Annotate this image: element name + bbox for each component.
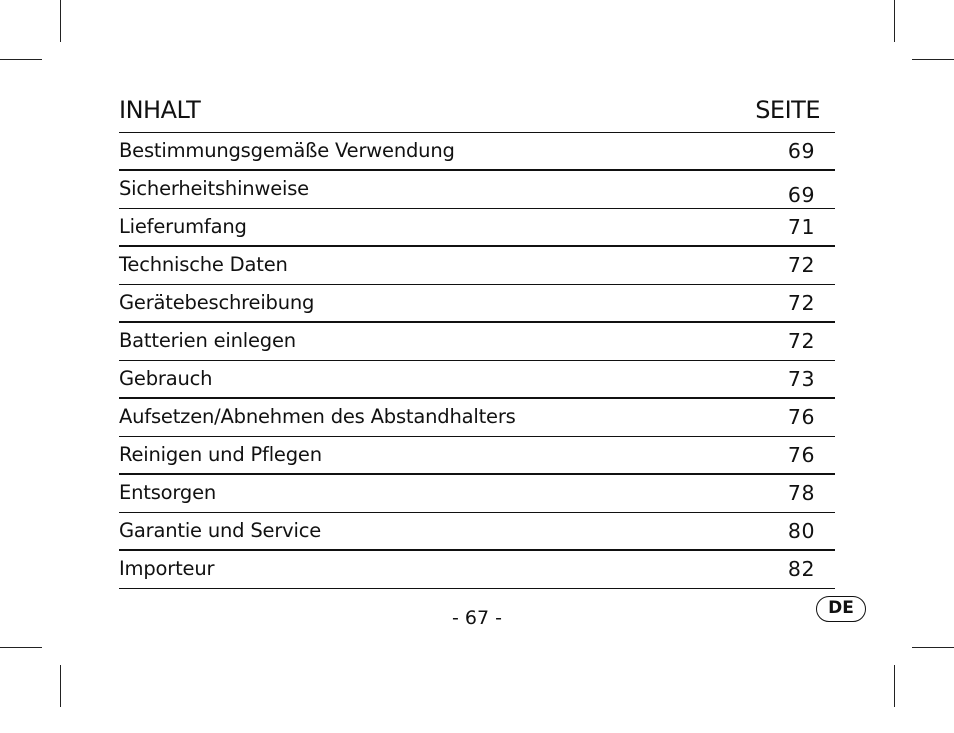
toc-entry-title: Aufsetzen/Abnehmen des Abstandhalters <box>119 405 516 428</box>
toc-entry[interactable] <box>119 133 835 171</box>
toc-entry-title: Garantie und Service <box>119 519 322 542</box>
toc-heading-contents: INHALT <box>119 96 201 124</box>
toc-entry-page: 82 <box>787 557 815 581</box>
toc-entry-page: 72 <box>787 253 815 277</box>
toc-entry-title: Importeur <box>119 557 215 580</box>
toc-entry-title: Reinigen und Pflegen <box>119 443 322 466</box>
language-badge: DE <box>816 596 866 622</box>
crop-mark-top-right-h <box>912 59 954 60</box>
toc-entry-page: 69 <box>787 139 815 163</box>
toc-entry-page: 69 <box>787 183 815 207</box>
crop-mark-bottom-right-v <box>894 665 895 707</box>
toc-entry-title: Batterien einlegen <box>119 329 296 352</box>
page-number: - 67 - <box>452 607 502 629</box>
toc-entry[interactable] <box>119 361 835 399</box>
toc-entry[interactable] <box>119 399 835 437</box>
toc-entry-page: 78 <box>787 481 815 505</box>
toc-entry-title: Sicherheitshinweise <box>119 177 309 200</box>
crop-mark-top-left-h <box>0 59 42 60</box>
toc-entry-title: Bestimmungsgemäße Verwendung <box>119 139 455 162</box>
toc-entries <box>119 133 835 589</box>
toc-entry-page: 76 <box>787 405 815 429</box>
toc-entry[interactable] <box>119 285 835 323</box>
toc-heading-page: SEITE <box>755 96 820 124</box>
toc-entry[interactable] <box>119 247 835 285</box>
toc-entry-title: Gerätebeschreibung <box>119 291 315 314</box>
toc-entry-title: Technische Daten <box>119 253 288 276</box>
crop-mark-top-right-v <box>894 0 895 42</box>
toc-header <box>119 93 835 133</box>
toc-entry-title: Gebrauch <box>119 367 213 390</box>
toc-entry[interactable] <box>119 209 835 247</box>
toc-entry[interactable] <box>119 475 835 513</box>
toc-entry-page: 73 <box>787 367 815 391</box>
toc-entry-page: 76 <box>787 443 815 467</box>
crop-mark-bottom-left-v <box>60 665 61 707</box>
toc-entry[interactable] <box>119 551 835 589</box>
toc-entry-page: 72 <box>787 329 815 353</box>
crop-mark-bottom-left-h <box>0 647 42 648</box>
crop-mark-bottom-right-h <box>912 647 954 648</box>
toc-entry[interactable] <box>119 323 835 361</box>
table-of-contents <box>119 93 835 589</box>
toc-entry[interactable] <box>119 171 835 209</box>
toc-entry-page: 72 <box>787 291 815 315</box>
toc-entry[interactable] <box>119 437 835 475</box>
toc-entry[interactable] <box>119 513 835 551</box>
toc-entry-page: 71 <box>787 215 815 239</box>
crop-mark-top-left-v <box>60 0 61 42</box>
toc-entry-page: 80 <box>787 519 815 543</box>
toc-entry-title: Entsorgen <box>119 481 217 504</box>
toc-entry-title: Lieferumfang <box>119 215 247 238</box>
